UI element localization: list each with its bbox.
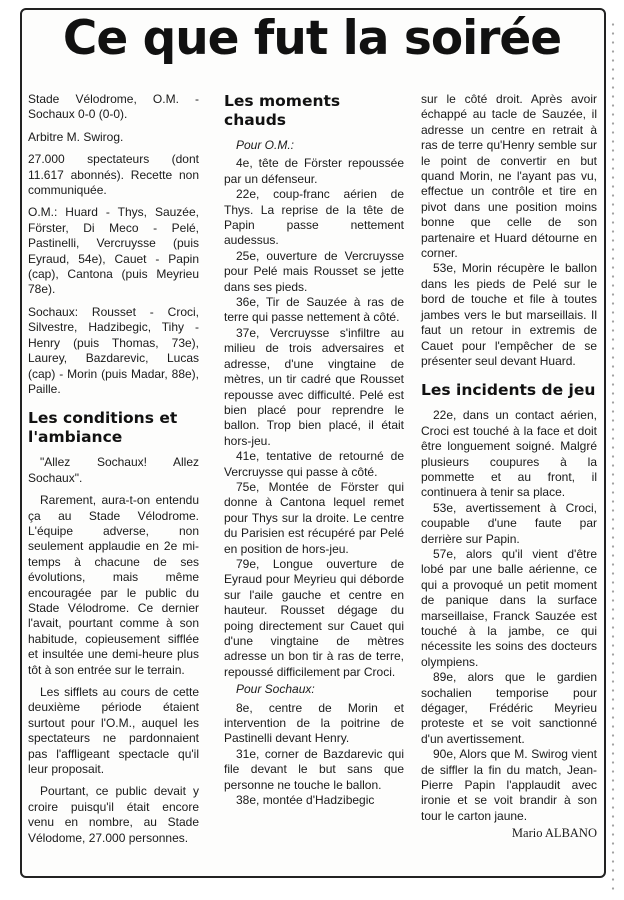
moment-item: 22e, coup-franc aérien de Thys. La reprise de la tête de Papin passe nettement audessus. [224,187,404,248]
incident-item: 53e, avertissement à Croci, coupable d'une faute par derrière sur Papin. [421,500,597,546]
article-title: Ce que fut la soirée [62,11,562,66]
om-lineup: O.M.: Huard - Thys, Sauzée, Förster, Di Meco - Pelé, Pastinelli, Vercruysse (puis Eyraud, 54e), Cauet - Papin (cap), Cantona (puis Meyrieu 78e). [28,205,199,297]
referee: Arbitre M. Swirog. [28,129,124,144]
moment-item: 8e, centre de Morin et intervention de la poitrine de Pastinelli devant Henry. [224,700,404,746]
column-1 [28,92,199,853]
section-heading-incidents: Les incidents de jeu [421,381,596,400]
moment-item: 25e, ouverture de Vercruysse pour Pelé mais Rousset se jette dans ses pieds. [224,248,404,294]
attendance: 27.000 spectateurs (dont 11.617 abonnés). Recette non communiquée. [28,152,199,198]
continued-text: sur le côté droit. Après avoir échappé au tacle de Sauzée, il adresse un centre en retrait à ras de terre qu'Henry semble sur le point de convertir en but quand Morin, ne l'ayant pas vu, effectue un contrôle et tire en pivot dans une position moins bonne que celle de son partenaire et Huard détourne en corner. [421,92,597,261]
match-line: Stade Vélodrome, O.M. - Sochaux 0-0 (0-0). [28,92,199,122]
section-heading-moments: Les moments chauds [224,92,341,129]
author-signature: Mario ALBANO [511,826,597,841]
column-2 [224,92,404,808]
paragraph: Pourtant, ce public devait y croire puisqu'il était encore venu en nombre, au Stade Vélodome, 27.000 personnes. [28,784,199,845]
moment-item: 38e, montée d'Hadzibegic [236,793,375,808]
moment-item: 79e, Longue ouverture de Eyraud pour Meyrieu qui déborde sur l'aile gauche et centre en hauteur. Rousset dégage du poing directement sur Cauet qui d'une vingtaine de mètres adresse un bon tir à ras de terre, repoussé difficilement par Croci. [224,556,404,679]
paragraph: Rarement, aura-t-on entendu ça au Stade Vélodrome. L'équipe adverse, non seulement applaudie en 2e mi-temps à chacune de ses évolutions, mais même encouragée par le public du Stade Vélodrome. Ce dernier l'avait, pourtant comme à son habitude, copieusement sifflée et insultée une demi-heure plus tôt à son entrée sur le terrain. [28,493,199,677]
section-heading-conditions: Les conditions et l'ambiance [28,409,178,447]
incident-item: 90e, Alors que M. Swirog vient de siffler la fin du match, Jean-Pierre Papin l'applaudit avec ironie et se voit brandir à son tour le carton jaune. [421,747,597,823]
moment-item: 41e, tentative de retourné de Vercruysse qui passe à côté. [224,449,404,479]
subheading-sochaux: Pour Sochaux: [236,682,315,697]
moment-item: 36e, Tir de Sauzée à ras de terre qui passe nettement à côté. [224,295,404,325]
moment-item: 37e, Vercruysse s'infiltre au milieu de trois adversaires et adresse, d'une vingtaine de mètres, un tir cadré que Rousset repousse avec difficulté. Pelé est bien placé pour reprendre le ballon. Trop bien placé, il était hors-jeu. [224,325,404,448]
column-3 [421,92,597,842]
moment-item: 31e, corner de Bazdarevic qui file devant le but sans que personne ne touche le ballon. [224,746,404,792]
moment-item: 53e, Morin récupère le ballon dans les pieds de Pelé sur le bord de touche et file à toutes jambes vers le but marseillais. Il faut un retour in extremis de Cauet pour l'empêcher de se présenter seul devant Huard. [421,261,597,368]
incident-item: 22e, dans un contact aérien, Croci est touché à la face et doit être longuement soigné. Malgré plusieurs coupures à la pommette et au front, il continuera à tenir sa place. [421,408,597,500]
subheading-om: Pour O.M.: [236,138,295,152]
perforated-edge [611,20,615,890]
paragraph: Les sifflets au cours de cette deuxième période étaient surtout pour l'O.M., auquel les spectateurs ne pardonnaient pas l'affligeant spectacle qu'il leur proposait. [28,685,199,777]
incident-item: 57e, alors qu'il vient d'être lobé par une balle aérienne, ce qui a provoqué un petit moment de panique dans la surface marseillaise, Franck Sauzée est touché à la jambe, ce qui nécessite les soins des docteurs olympiens. [421,546,597,669]
moment-item: 4e, tête de Förster repoussée par un défenseur. [224,156,404,186]
sochaux-lineup: Sochaux: Rousset - Croci, Silvestre, Hadzibegic, Tihy - Henry (puis Thomas, 73e), Laurey, Bazdarevic, Lucas (cap) - Morin (puis Madar, 88e), Paille. [28,304,199,396]
chant-quote: "Allez Sochaux! Allez Sochaux". [28,455,199,485]
incident-item: 89e, alors que le gardien sochalien temporise pour dégager, Frédéric Meyrieu proteste et se voit sanctionné d'un avertissement. [421,670,597,746]
moment-item: 75e, Montée de Förster qui donne à Cantona lequel remet pour Thys sur la droite. Le centre du Parisien est récupéré par Pelé en position de hors-jeu. [224,479,404,556]
